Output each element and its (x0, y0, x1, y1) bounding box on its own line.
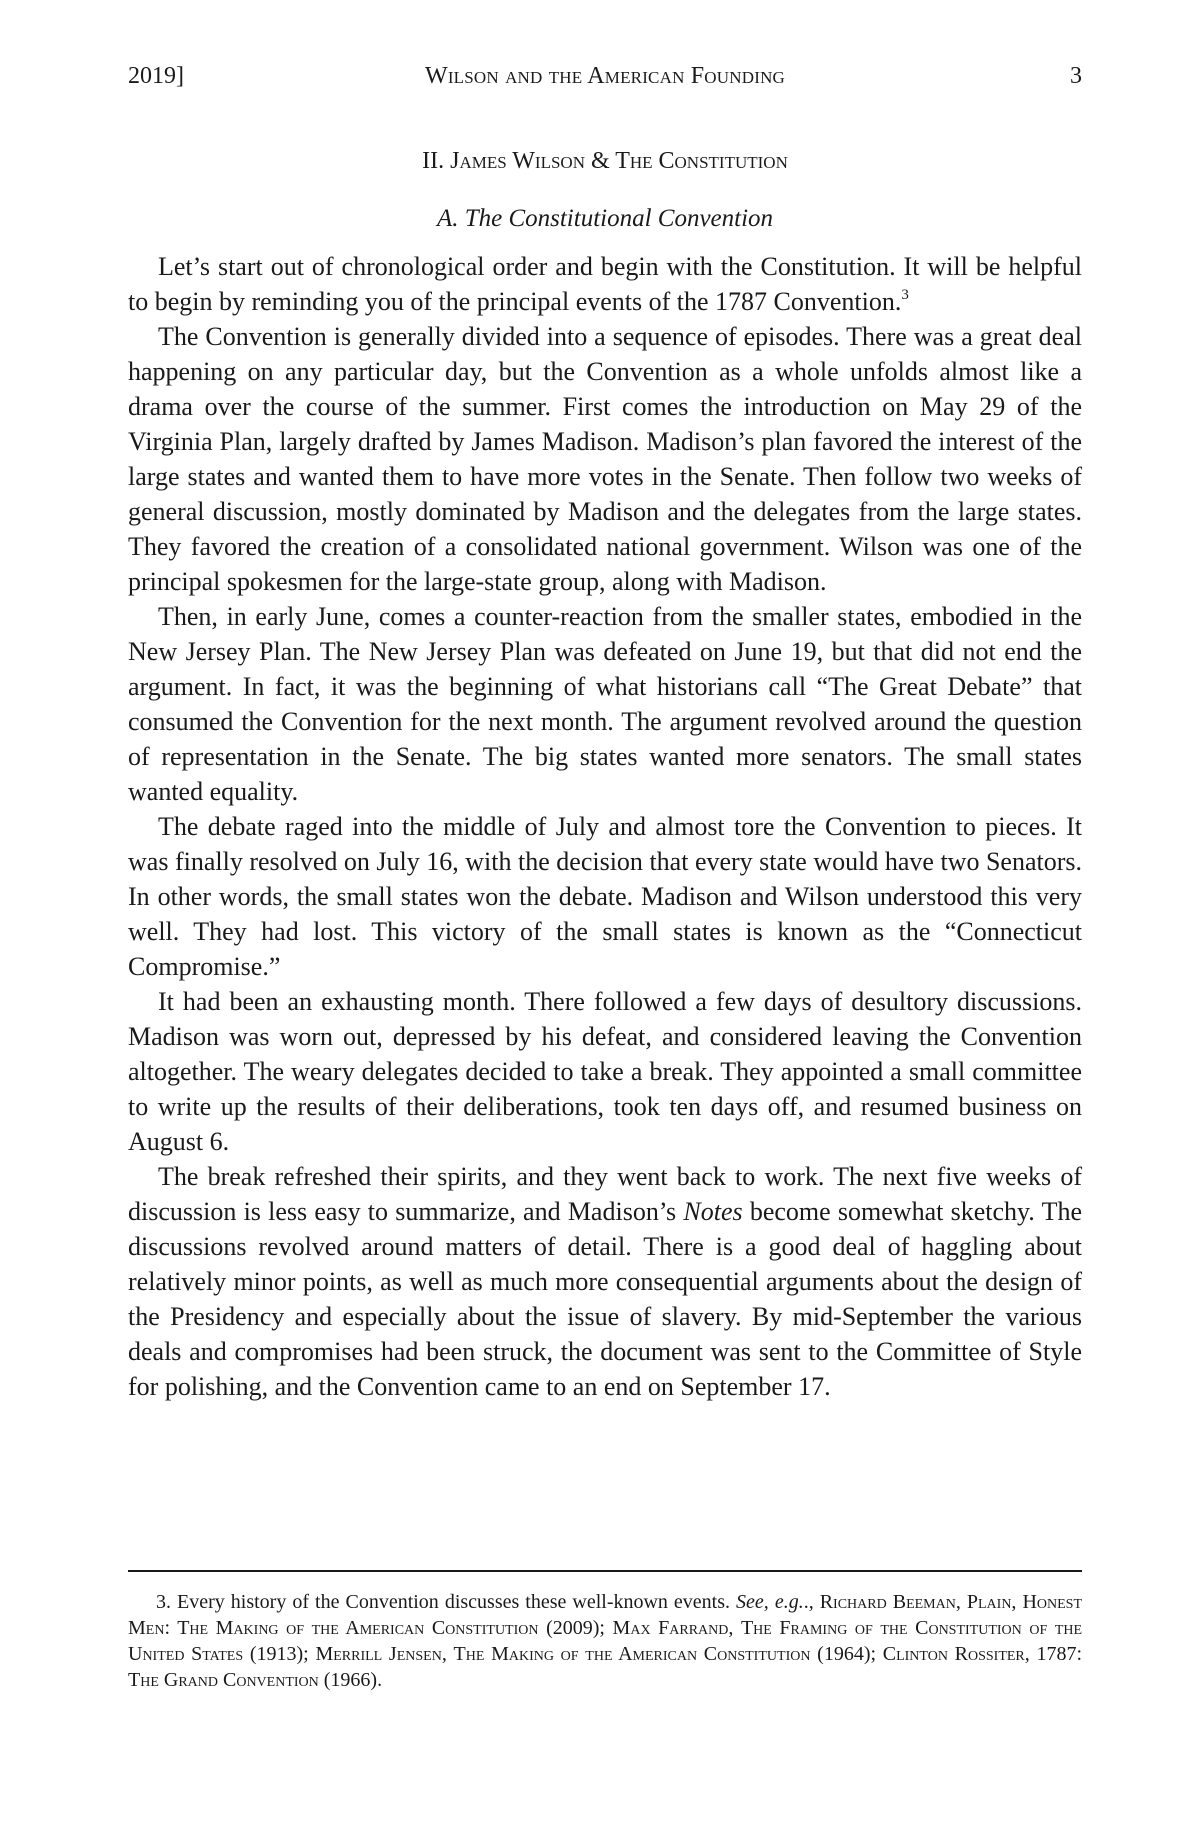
footnote-divider (128, 1570, 1082, 1572)
paragraph-1 (128, 249, 1082, 319)
italic-title: Notes (683, 1197, 743, 1226)
citation-author: Clinton Rossiter (882, 1643, 1025, 1665)
running-head-year: 2019] (128, 63, 184, 89)
paragraph-3: Then, in early June, comes a counter-reaction from the smaller states, embodied in the New Jersey Plan. The New Jersey Plan was defeated on June 19, but that did not end the argument. In fact, it was the beginning of what historians call “The Great Debate” that consumed the Convention for the next month. The argument revolved around the question of representation in the Senate. The big states wanted more senators. The small states wanted equality. (128, 602, 1082, 806)
subsection-heading: A. The Constitutional Convention (436, 205, 774, 232)
paragraph-2: The Convention is generally divided into a sequence of episodes. There was a great deal happening on any particular day, but the Convention as a whole unfolds almost like a drama over the course of the summer. First comes the introduction on May 29 of the Virginia Plan, largely drafted by James Madison. Madison’s plan favored the interest of the large states and wanted them to have more votes in the Senate. Then follow two weeks of general discussion, mostly dominated by Madison and the delegates from the large states. They favored the creation of a consolidated national government. Wilson was one of the principal spokesmen for the large-state group, along with Madison. (128, 322, 1082, 596)
footnote-number: 3. (156, 1591, 171, 1613)
citation-title: The Framing of the Constitution of the United States (128, 1617, 1083, 1665)
paragraph-text: become somewhat sketchy. The discussions revolved around matters of detail. There is a good deal of haggling about relatively minor points, as well as much more consequential arguments about the design of the Presidency and especially about the issue of slavery. By mid-September the various deals and compromises had been struck, the document was sent to the Committee of Style for polishing, and the Convention came to an end on September 17. (128, 1197, 1082, 1401)
citation-author: Merrill Jensen (315, 1643, 442, 1665)
paragraph-5: It had been an exhausting month. There followed a few days of desultory discussions. Madison was worn out, depressed by his defeat, and considered leaving the Convention altogether. The weary delegates decided to take a break. They appointed a small committee to write up the results of their deliberations, took ten days off, and resumed business on August 6. (128, 987, 1082, 1156)
citation-year: (1964) (817, 1643, 871, 1665)
paragraph-6 (128, 1159, 1082, 1404)
paragraph-text: Let’s start out of chronological order and begin with the Constitution. It will be helpful to begin by reminding you of the principal events of the 1787 Convention. (128, 252, 1082, 316)
paragraph-4: The debate raged into the middle of July and almost tore the Convention to pieces. It was finally resolved on July 16, with the decision that every state would have two Senators. In other words, the small states won the debate. Madison and Wilson understood this very well. They had lost. This victory of the small states is known as the “Connecticut Compromise.” (128, 812, 1082, 981)
citation-title: The Making of the American Constitution (453, 1643, 811, 1665)
footnote-reference[interactable]: 3 (901, 287, 909, 303)
paragraph-text: The break refreshed their spirits, and they went back to work. The next five weeks of discussion is less easy to summarize, and Madison’s (128, 1162, 1082, 1226)
page-number: 3 (1070, 63, 1082, 89)
running-head (128, 56, 1082, 96)
citation-signal: See, e.g. (736, 1591, 804, 1613)
citation-author: Richard Beeman (819, 1591, 956, 1613)
citation-year: (2009) (546, 1617, 600, 1639)
body-text (128, 249, 1082, 1404)
footnote-lead: Every history of the Convention discusses these well-known events. (177, 1591, 731, 1613)
citation-title: Plain, Honest Men: The Making of the American Constitution (128, 1591, 1082, 1639)
section-heading: II. James Wilson & The Constitution (422, 148, 788, 174)
running-head-title: Wilson and the American Founding (424, 63, 786, 89)
citation-title: 1787: The Grand Convention (128, 1643, 1083, 1691)
citation-year: (1913) (249, 1643, 304, 1665)
footnote: 3. Every history of the Convention discusses these well-known events. See, e.g.., Richard Beeman, Plain, Honest Men: The Making of the American Constitution (2009); Max Farrand, The Framing of the Constitution of the United States (1913); Merrill Jensen, The Making of the American Constitution (1964); Clinton Rossiter, 1787: The Grand Convention (1966). (128, 1591, 1083, 1691)
citation-author: Max Farrand (612, 1617, 729, 1639)
citation-year: (1966) (323, 1669, 378, 1691)
